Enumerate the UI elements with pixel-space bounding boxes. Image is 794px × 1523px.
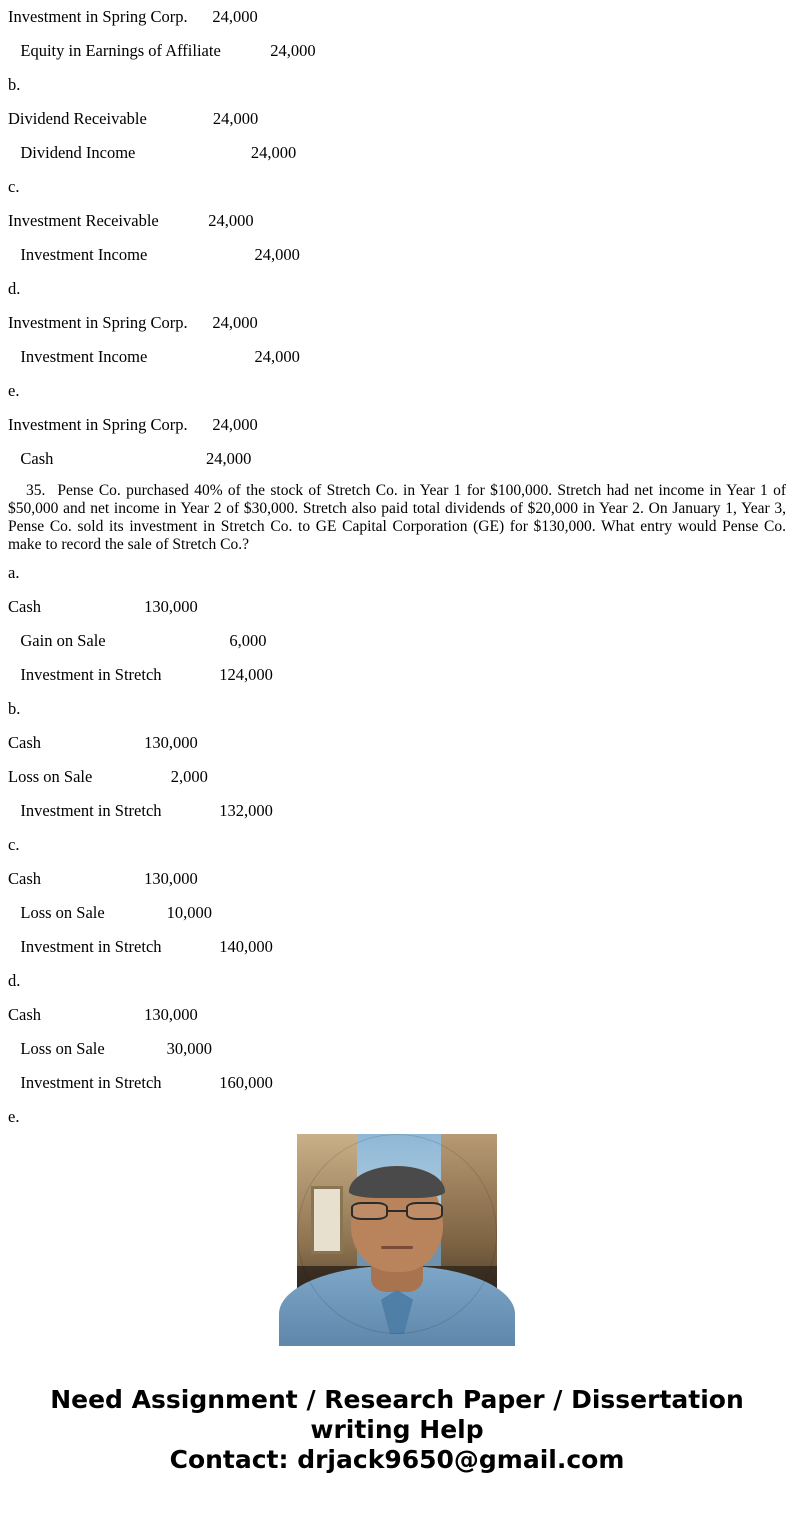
choice-b (8, 692, 786, 828)
promo-line-1: Need Assignment / Research Paper / Dissertation writing Help (50, 1385, 744, 1444)
entry-line: Loss on Sale 2,000 (8, 767, 208, 786)
entry-line: Gain on Sale 6,000 (8, 631, 267, 650)
entry-line: Loss on Sale 10,000 (8, 903, 212, 922)
choice-c (8, 828, 786, 964)
question-35 (8, 482, 786, 554)
entry-line: Investment Income 24,000 (8, 245, 300, 264)
entry-line: Dividend Income 24,000 (8, 143, 297, 162)
choice-label-e: e. (8, 381, 20, 400)
avatar (297, 1134, 497, 1334)
entry-line: Investment in Stretch 160,000 (8, 1073, 273, 1092)
journal-entries-top (8, 0, 786, 476)
entry-line: Cash 130,000 (8, 1005, 198, 1024)
promo-line-2: Contact: drjack9650@gmail.com (169, 1445, 625, 1474)
entry-line: Cash 24,000 (8, 449, 252, 468)
entry-line: Investment in Spring Corp. 24,000 (8, 7, 258, 26)
choice-label: d. (8, 971, 21, 990)
avatar-ring (297, 1134, 497, 1334)
entry-line: Dividend Receivable 24,000 (8, 109, 259, 128)
choice-d (8, 964, 786, 1100)
choice-a (8, 556, 786, 692)
entry-line: Investment in Stretch 124,000 (8, 665, 273, 684)
author-photo-container (8, 1134, 786, 1339)
question-text: Pense Co. purchased 40% of the stock of Stretch Co. in Year 1 for $100,000. Stretch had net income in Year 1 of $50,000 and net income in Year 2 of $30,000. Stretch also paid total dividends of $20,000 in Year 2. On January 1, Year 3, Pense Co. sold its investment in Stretch Co. to GE Capital Corporation (GE) for $130,000. What entry would Pense Co. make to record the sale of Stretch Co.? (8, 482, 786, 553)
question-number: 35. (26, 482, 46, 499)
entry-line: Investment in Stretch 132,000 (8, 801, 273, 820)
entry-line: Cash 130,000 (8, 597, 198, 616)
entry-line: Investment Receivable 24,000 (8, 211, 254, 230)
choice-label-d: d. (8, 279, 21, 298)
entry-line: Cash 130,000 (8, 869, 198, 888)
entry-line: Investment Income 24,000 (8, 347, 300, 366)
entry-line: Investment in Spring Corp. 24,000 (8, 313, 258, 332)
promo-banner (8, 1385, 786, 1475)
choice-label: a. (8, 563, 20, 582)
choice-label-e-truncated: e. (8, 1107, 20, 1126)
choice-label-b: b. (8, 75, 21, 94)
entry-line: Investment in Spring Corp. 24,000 (8, 415, 258, 434)
choice-label-c: c. (8, 177, 20, 196)
entry-line: Investment in Stretch 140,000 (8, 937, 273, 956)
entry-line: Equity in Earnings of Affiliate 24,000 (8, 41, 316, 60)
entry-line: Cash 130,000 (8, 733, 198, 752)
choice-label: b. (8, 699, 21, 718)
choice-label: c. (8, 835, 20, 854)
entry-line: Loss on Sale 30,000 (8, 1039, 212, 1058)
